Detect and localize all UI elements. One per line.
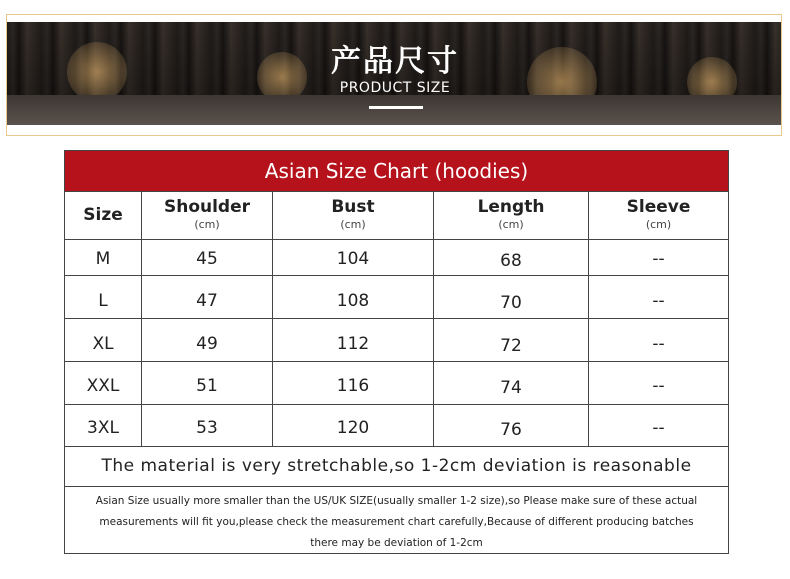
cell-bust: 120 bbox=[336, 418, 370, 438]
cell-size: L bbox=[98, 291, 108, 311]
cell-size: XXL bbox=[86, 376, 120, 396]
cell-bust: 112 bbox=[336, 334, 370, 354]
disclaimer-line: measurements will fit you,please check the measurement chart carefully,Because of different producing batches bbox=[99, 516, 694, 528]
banner-subtitle: PRODUCT SIZE bbox=[339, 80, 451, 96]
header-sleeve: Sleeve bbox=[626, 197, 691, 217]
cell-shoulder: 47 bbox=[196, 291, 218, 311]
cell-length: 70 bbox=[500, 293, 522, 313]
cell-bust: 116 bbox=[336, 376, 370, 396]
cell-size: XL bbox=[92, 334, 114, 354]
cell-length: 74 bbox=[500, 378, 522, 398]
header-length: Length bbox=[477, 197, 545, 217]
cell-shoulder: 49 bbox=[196, 334, 218, 354]
cell-sleeve: -- bbox=[652, 291, 665, 311]
size-disclaimer bbox=[85, 491, 708, 554]
cell-length: 76 bbox=[500, 420, 522, 440]
cell-size: 3XL bbox=[87, 418, 119, 438]
cell-shoulder: 53 bbox=[196, 418, 218, 438]
header-bust: Bust bbox=[331, 197, 375, 217]
disclaimer-line: Asian Size usually more smaller than the US/UK SIZE(usually smaller 1-2 size),so Please make sure of these actual bbox=[95, 495, 698, 507]
header-shoulder: Shoulder bbox=[163, 197, 251, 217]
header-size: Size bbox=[83, 205, 123, 225]
banner-title-cn: 产品尺寸 bbox=[331, 44, 459, 79]
header-shoulder-unit: (cm) bbox=[194, 218, 220, 231]
cell-shoulder: 51 bbox=[196, 376, 218, 396]
product-size-banner bbox=[0, 0, 790, 140]
stretch-note: The material is very stretchable,so 1-2cm deviation is reasonable bbox=[101, 456, 692, 476]
cell-sleeve: -- bbox=[652, 376, 665, 396]
cell-bust: 104 bbox=[336, 249, 370, 269]
size-chart-title: Asian Size Chart (hoodies) bbox=[65, 151, 728, 191]
cell-length: 72 bbox=[500, 336, 522, 356]
header-bust-unit: (cm) bbox=[340, 218, 366, 231]
cell-sleeve: -- bbox=[652, 418, 665, 438]
header-sleeve-unit: (cm) bbox=[645, 218, 672, 231]
cell-sleeve: -- bbox=[652, 249, 665, 269]
cell-bust: 108 bbox=[336, 291, 370, 311]
header-length-unit: (cm) bbox=[498, 218, 524, 231]
banner-underline bbox=[369, 106, 423, 109]
cell-size: M bbox=[95, 249, 111, 269]
cell-length: 68 bbox=[500, 251, 522, 271]
cell-sleeve: -- bbox=[652, 334, 665, 354]
size-chart-table bbox=[64, 150, 729, 554]
disclaimer-line: there may be deviation of 1-2cm bbox=[310, 537, 483, 549]
cell-shoulder: 45 bbox=[196, 249, 218, 269]
